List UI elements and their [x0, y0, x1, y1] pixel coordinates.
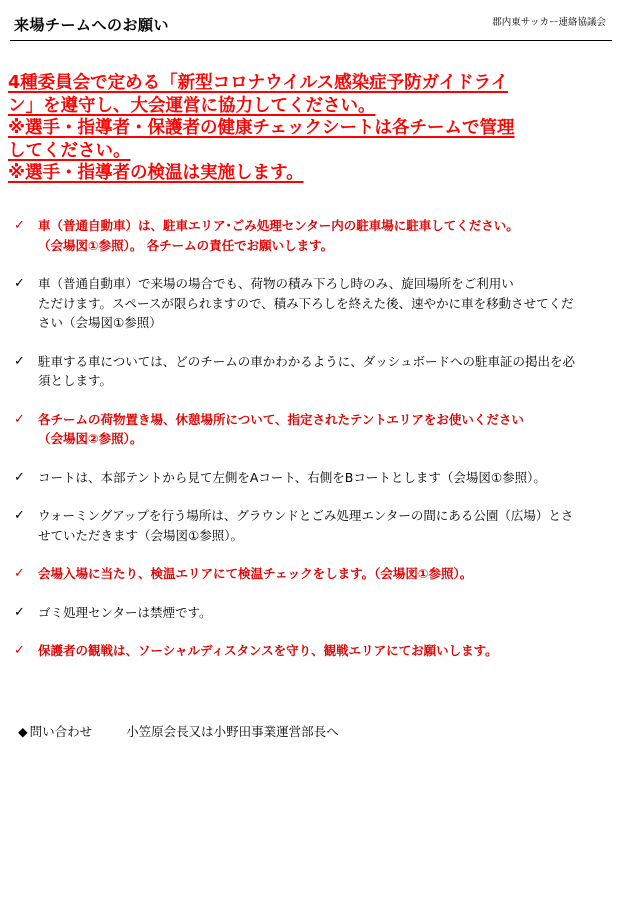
organization-name: 郡内東サッカー連絡協議会: [492, 17, 606, 28]
rule-text-line: （会場図①参照）。 各チームの責任でお願いします。: [38, 237, 334, 253]
notice-line: してください。: [8, 140, 131, 161]
contact-label: 問い合わせ: [29, 724, 93, 739]
rule-text-line: 保護者の観戦は、ソーシャルディスタンスを守り、観戦エリアにてお願いします。: [38, 643, 498, 658]
contact-line: [18, 722, 339, 740]
rule-item: [14, 216, 604, 255]
rule-text-line: コートは、本部テントから見て左側をAコート、右側をBコートとします（会場図①参照）。: [38, 469, 546, 485]
checkmark-icon: ✓: [14, 276, 25, 291]
rules-list: [14, 216, 604, 680]
rule-item: [14, 641, 604, 661]
rule-item: [14, 506, 604, 545]
notice-line: ※選手・指導者の検温は実施します。: [8, 163, 304, 183]
checkmark-icon: ✓: [14, 643, 25, 658]
notice-line: ン」を遵守し、大会運営に協力してください。: [8, 95, 376, 116]
page-title: 来場チームへのお願い: [14, 16, 170, 34]
checkmark-icon: ✓: [14, 604, 25, 620]
rule-text-line: せていただきます（会場図①参照）。: [38, 527, 243, 543]
rule-text-line: 駐車する車については、どのチームの車かわかるように、ダッシュボードへの駐車証の掲出を必: [38, 353, 576, 369]
rule-text-line: さい（会場図①参照）: [38, 315, 162, 330]
contact-value: 小笠原会長又は小野田事業運営部長へ: [126, 724, 339, 739]
rule-text-line: ウォーミングアップを行う場所は、グラウンドとごみ処理エンターの間にある公園（広場）とさ: [38, 508, 574, 523]
rule-text-line: 車（普通自動車）で来場の場合でも、荷物の積み下ろし時のみ、旋回場所をご利用い: [38, 276, 514, 291]
checkmark-icon: ✓: [14, 469, 25, 485]
rule-text-line: ただけます。スペースが限られますので、積み下ろしを終えた後、速やかに車を移動させてくだ: [38, 295, 574, 311]
rule-text-line: 各チームの荷物置き場、休憩場所について、指定されたテントエリアをお使いください: [38, 411, 524, 427]
checkmark-icon: ✓: [14, 566, 25, 581]
rule-text-line: 会場入場に当たり、検温エリアにて検温チェックをします。（会場図①参照）。: [38, 566, 473, 581]
checkmark-icon: ✓: [14, 218, 25, 233]
diamond-icon: ◆: [18, 724, 28, 739]
rule-text-line: （会場図②参照）。: [38, 431, 143, 446]
checkmark-icon: ✓: [14, 353, 25, 369]
rule-item: [14, 274, 604, 333]
rule-text-line: ゴミ処理センターは禁煙です。: [38, 604, 212, 620]
rule-item: [14, 352, 604, 391]
rule-text-line: 車（普通自動車）は、駐車エリア･ごみ処理センター内の駐車場に駐車してください。: [38, 218, 519, 233]
covid-notice: [8, 72, 614, 185]
rule-item: [14, 603, 604, 623]
rule-item: [14, 468, 604, 488]
rule-text-line: 須とします。: [38, 373, 113, 388]
checkmark-icon: ✓: [14, 411, 25, 427]
title-divider: [10, 40, 612, 41]
notice-line: 4種委員会で定める「新型コロナウイルス感染症予防ガイドライ: [8, 73, 509, 93]
checkmark-icon: ✓: [14, 508, 25, 523]
rule-item: [14, 410, 604, 449]
notice-line: ※選手・指導者・保護者の健康チェックシートは各チームで管理: [8, 118, 515, 138]
rule-item: [14, 564, 604, 584]
